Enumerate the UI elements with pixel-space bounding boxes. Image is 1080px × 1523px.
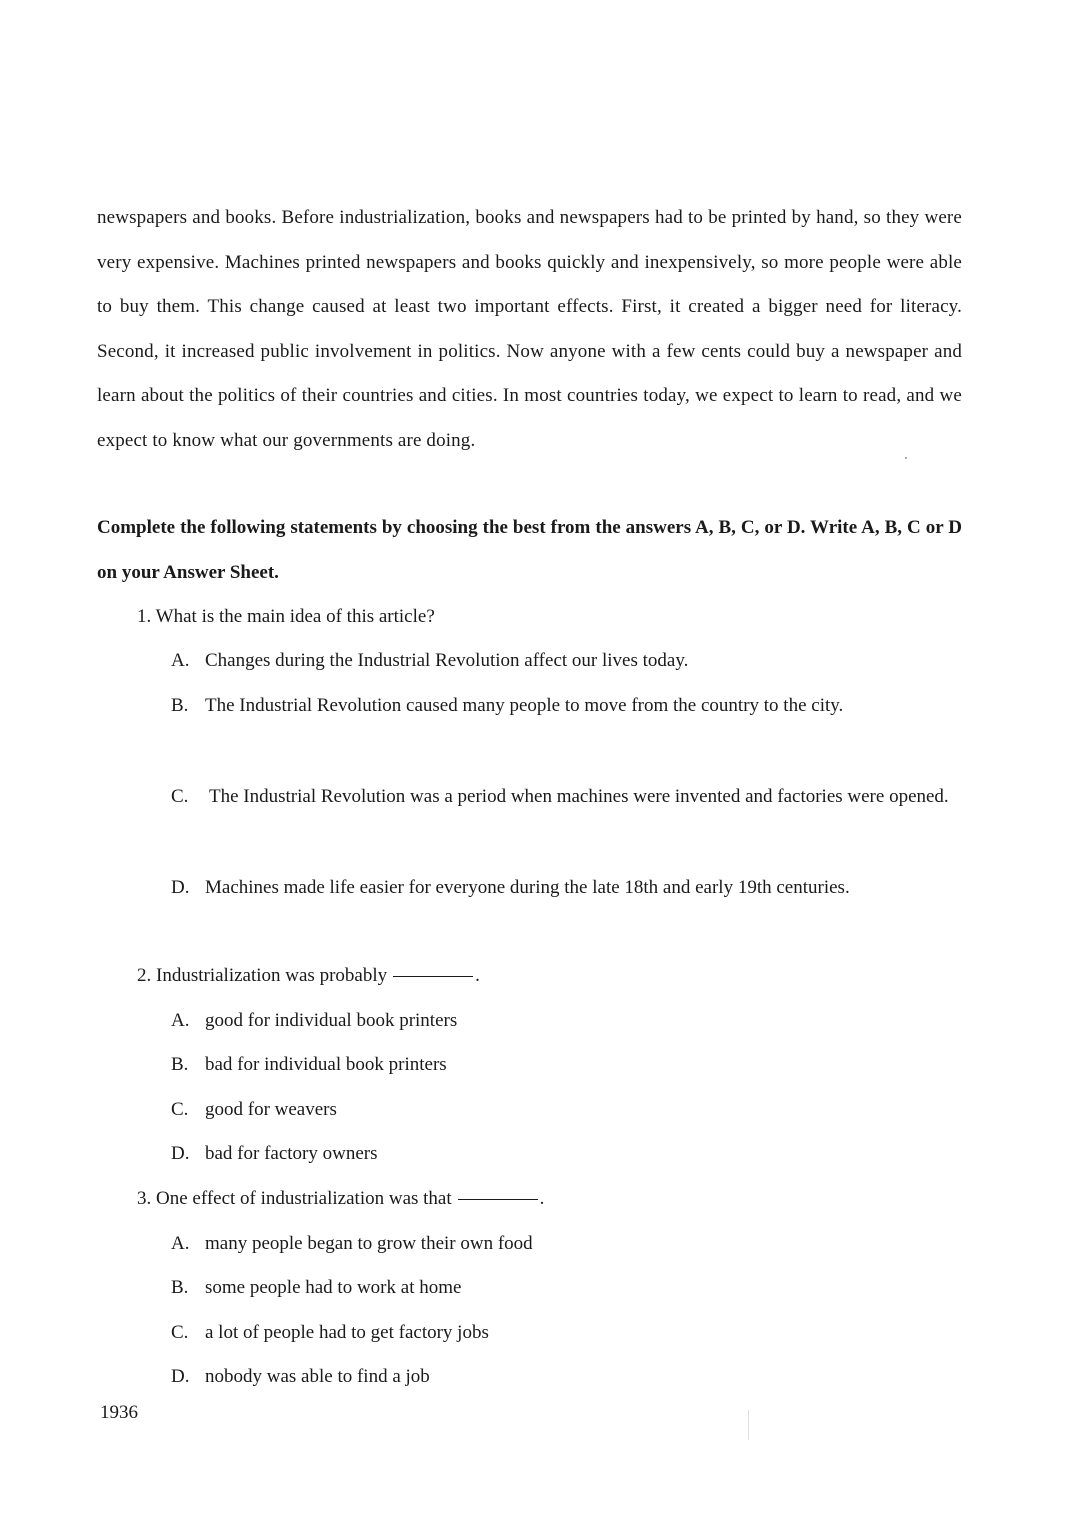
question-2-option-b (171, 1043, 961, 1088)
option-letter: A. (171, 1233, 190, 1254)
stem-end: . (475, 965, 480, 986)
scan-speck (905, 457, 907, 459)
option-letter: B. (171, 695, 189, 716)
question-3 (137, 1177, 544, 1222)
option-letter: B. (171, 1277, 189, 1298)
option-letter: C. (171, 786, 189, 807)
option-text: Changes during the Industrial Revolution affect our lives today. (205, 650, 689, 671)
question-1-option-a (171, 639, 961, 684)
scan-line (748, 1410, 749, 1440)
question-3-option-a (171, 1222, 961, 1267)
option-text: many people began to grow their own food (205, 1233, 533, 1254)
option-text: good for individual book printers (205, 1010, 458, 1031)
question-3-option-b (171, 1266, 961, 1311)
option-text: some people had to work at home (205, 1277, 462, 1298)
question-3-option-c (171, 1311, 961, 1356)
option-text: The Industrial Revolution caused many people to move from the country to the city. (205, 695, 844, 716)
question-2 (137, 954, 480, 999)
option-letter: C. (171, 1099, 189, 1120)
answer-blank (458, 1198, 538, 1200)
question-1-option-c (171, 775, 961, 820)
option-text: bad for individual book printers (205, 1054, 447, 1075)
option-text: a lot of people had to get factory jobs (205, 1322, 489, 1343)
reading-passage: newspapers and books. Before industrialization, books and newspapers had to be printed by hand, so they were very expensive. Machines printed newspapers and books quickly and inexpensively, so more people were able to buy them. This change caused at least two important effects. First, it created a bigger need for literacy. Second, it increased public involvement in politics. Now anyone with a few cents could buy a newspaper and learn about the politics of their countries and cities. In most countries today, we expect to learn to read, and we expect to know what our governments are doing. (97, 207, 962, 451)
question-1 (137, 595, 435, 640)
question-1-option-d (171, 866, 961, 911)
question-1-option-b (171, 684, 961, 729)
page-number: 1936 (100, 1402, 138, 1423)
question-stem: Industrialization was probably (156, 965, 388, 986)
option-letter: D. (171, 877, 190, 898)
option-text: bad for factory owners (205, 1143, 378, 1164)
option-letter: A. (171, 1010, 190, 1031)
question-3-option-d (171, 1355, 961, 1400)
option-text: nobody was able to find a job (205, 1366, 430, 1387)
option-letter: D. (171, 1366, 190, 1387)
option-text: The Industrial Revolution was a period when machines were invented and factories were opened. (209, 786, 949, 807)
question-stem: One effect of industrialization was that (156, 1188, 452, 1209)
question-2-option-c (171, 1088, 961, 1133)
question-number: 1. (137, 606, 152, 627)
option-letter: A. (171, 650, 190, 671)
option-letter: D. (171, 1143, 190, 1164)
question-2-option-d (171, 1132, 961, 1177)
stem-end: . (539, 1188, 545, 1209)
option-letter: B. (171, 1054, 189, 1075)
question-stem: What is the main idea of this article? (155, 606, 435, 627)
option-letter: C. (171, 1322, 189, 1343)
question-number: 2. (137, 965, 152, 986)
option-text: Machines made life easier for everyone during the late 18th and early 19th centuries. (205, 877, 850, 898)
question-2-option-a (171, 999, 961, 1044)
instructions: Complete the following statements by choosing the best from the answers A, B, C, or D. Write A, B, C or D on your Answer Sheet. (97, 517, 962, 583)
answer-blank (393, 975, 473, 977)
question-number: 3. (137, 1188, 152, 1209)
option-text: good for weavers (205, 1099, 337, 1120)
